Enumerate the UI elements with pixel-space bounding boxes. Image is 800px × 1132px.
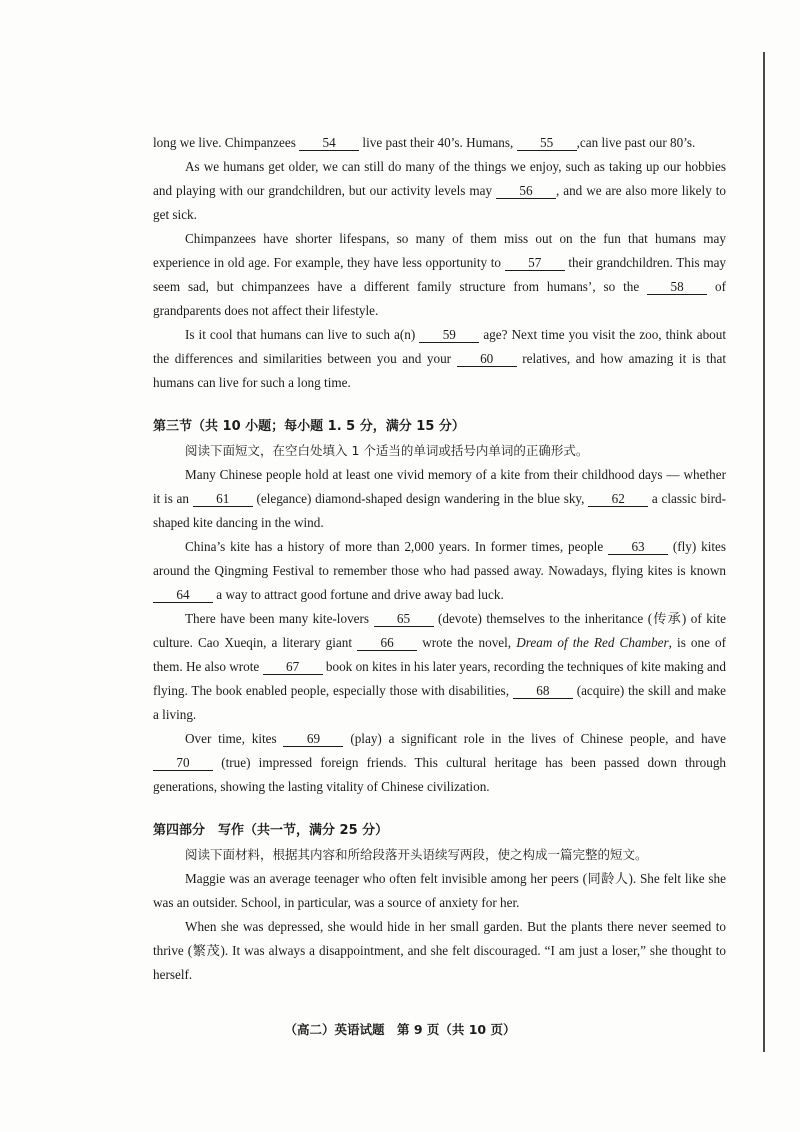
writing-paragraph-2: When she was depressed, she would hide in her small garden. But the plants there never seemed to thrive (繁茂). It was always a disappointment, and she felt discouraged. “I am just a loser,” she thought to herself. (153, 919, 726, 982)
page-edge-line (763, 52, 765, 1052)
blank-57[interactable]: 57 (505, 255, 565, 271)
blank-62[interactable]: 62 (588, 491, 648, 507)
blank-63[interactable]: 63 (608, 539, 668, 555)
writing-paragraph-1: Maggie was an average teenager who often felt invisible among her peers (同龄人). She felt like she was an outsider. School, in particular, was a source of anxiety for her. (153, 871, 726, 910)
blank-65[interactable]: 65 (374, 611, 434, 627)
blank-64[interactable]: 64 (153, 587, 213, 603)
section-3-instruction: 阅读下面短文，在空白处填入 1 个适当的单词或括号内单词的正确形式。 (185, 443, 589, 458)
passage-paragraph-4: Is it cool that humans can live to such a(n) 59 age? Next time you visit the zoo, think about the differences and similarities between you and your 60 relatives, and how amazing it is that humans can live for such a long time. (153, 327, 727, 390)
blank-60[interactable]: 60 (457, 351, 517, 367)
page-footer: （高二）英语试题 第 9 页（共 10 页） (284, 1022, 516, 1037)
kite-paragraph-3: There have been many kite-lovers 65 (devote) themselves to the inheritance (传承) of kite culture. Cao Xueqin, a literary giant 66 wrote the novel, Dream of the Red Chamber, is one of them. He also wrote 67 book on kites in his later years, recording the techniques of kite making and flying. The book enabled people, especially those with disabilities, 68 (acquire) the skill and make a living. (153, 611, 727, 722)
part-4-instruction: 阅读下面材料，根据其内容和所给段落开头语续写两段，使之构成一篇完整的短文。 (185, 847, 648, 862)
passage-paragraph-1: long we live. Chimpanzees 54 live past their 40’s. Humans, 55 ,can live past our 80’s. (153, 135, 696, 150)
kite-paragraph-2: China’s kite has a history of more than 2,000 years. In former times, people 63 (fly) kites around the Qingming Festival to remember those who had passed away. Nowadays, flying kites is known 64 a way to attract good fortune and drive away bad luck. (153, 539, 727, 602)
part-4-heading: 第四部分 写作（共一节，满分 25 分） (153, 823, 389, 838)
blank-58[interactable]: 58 (647, 279, 707, 295)
blank-70[interactable]: 70 (153, 755, 213, 771)
kite-paragraph-4: Over time, kites 69 (play) a significant role in the lives of Chinese people, and have 70 (true) impressed foreign friends. This cultural heritage has been passed down through generations, showing the lasting vitality of Chinese civilization. (153, 731, 727, 794)
passage-paragraph-2: As we humans get older, we can still do many of the things we enjoy, such as taking up our hobbies and playing with our grandchildren, but our activity levels may 56 , and we are also more likely to get sick. (153, 159, 726, 222)
blank-55[interactable]: 55 (517, 135, 577, 151)
blank-59[interactable]: 59 (419, 327, 479, 343)
blank-54[interactable]: 54 (299, 135, 359, 151)
section-3-heading: 第三节（共 10 小题；每小题 1. 5 分，满分 15 分） (153, 419, 465, 434)
passage-paragraph-3: Chimpanzees have shorter lifespans, so many of them miss out on the fun that humans may experience in old age. For example, they have less opportunity to 57 their grandchildren. This may seem sad, but chimpanzees have a different family structure from humans’, so the 58 of grandparents does not affect their lifestyle. (153, 231, 727, 318)
blank-69[interactable]: 69 (283, 731, 343, 747)
blank-61[interactable]: 61 (193, 491, 253, 507)
page-content (153, 131, 726, 987)
blank-67[interactable]: 67 (263, 659, 323, 675)
blank-56[interactable]: 56 (496, 183, 556, 199)
blank-66[interactable]: 66 (357, 635, 417, 651)
blank-68[interactable]: 68 (513, 683, 573, 699)
kite-paragraph-1: Many Chinese people hold at least one vivid memory of a kite from their childhood days — whether it is an 61 (elegance) diamond-shaped design wandering in the blue sky, 62 a classic bird-shaped kite dancing in the wind. (153, 467, 726, 530)
novel-title: Dream of the Red Chamber (516, 635, 669, 650)
